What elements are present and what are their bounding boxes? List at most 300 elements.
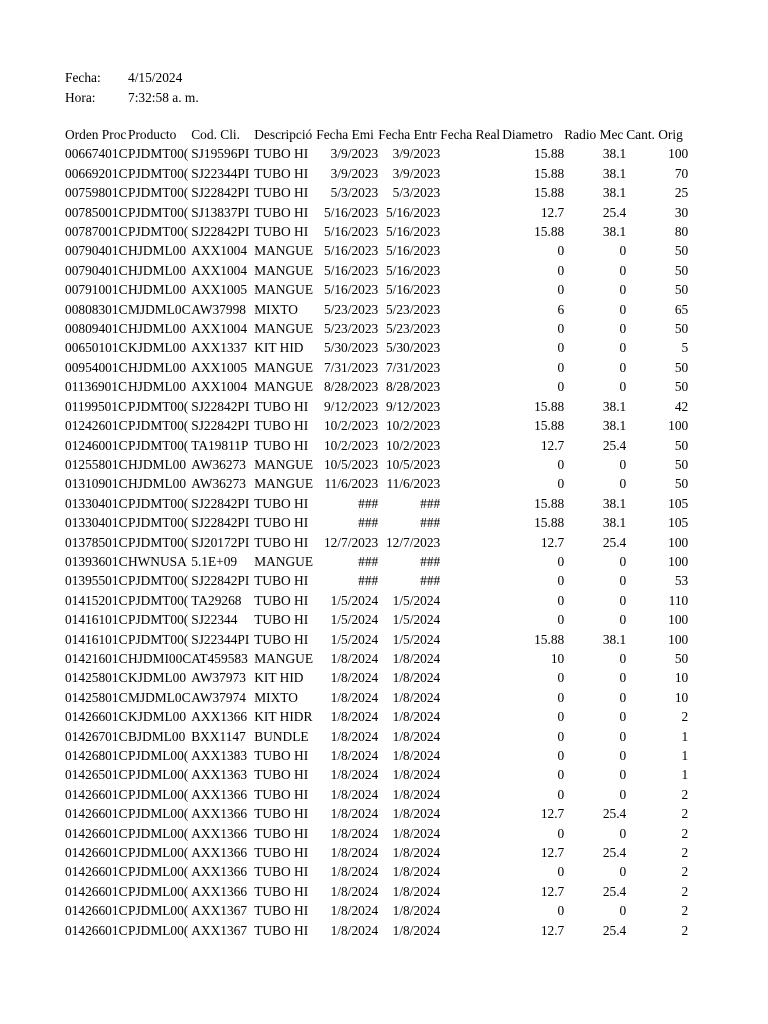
cell-fecha-real xyxy=(440,610,502,629)
cell-fecha-real xyxy=(440,416,502,435)
cell-fecha-entrega: 1/8/2024 xyxy=(392,728,441,744)
cell-fecha-real xyxy=(440,436,502,455)
cell-fecha-entrega: 5/30/2023 xyxy=(385,340,441,356)
cell-cod-cli: AXX1363 xyxy=(191,767,248,783)
cell-producto: PJDMT00( xyxy=(128,185,189,201)
table-row xyxy=(65,785,688,804)
table-row xyxy=(65,377,688,396)
cell-diametro: 15.88 xyxy=(534,495,565,511)
cell-descripcion: MANGUE xyxy=(254,379,314,395)
cell-orden-proc: 01395501C xyxy=(65,573,128,589)
cell-fecha-emision: 1/5/2024 xyxy=(330,592,379,608)
cell-radio-mec: 25.4 xyxy=(602,922,627,938)
cell-fecha-emision: 7/31/2023 xyxy=(323,359,379,375)
cell-descripcion: KIT HID xyxy=(254,670,304,686)
cell-fecha-emision: 1/8/2024 xyxy=(330,845,379,861)
table-row xyxy=(65,765,688,784)
cell-descripcion: MANGUE xyxy=(254,321,314,337)
table-row xyxy=(65,610,688,629)
cell-producto: MJDML0C xyxy=(128,689,191,705)
cell-orden-proc: 00669201C xyxy=(65,165,128,181)
cell-diametro: 15.88 xyxy=(534,185,565,201)
cell-descripcion: MANGUE xyxy=(254,476,314,492)
cell-descripcion: TUBO HI xyxy=(254,165,309,181)
cell-fecha-entrega: 1/8/2024 xyxy=(392,786,441,802)
cell-producto: PJDMT00( xyxy=(128,165,189,181)
cell-cant-orig: 50 xyxy=(674,476,689,492)
cell-cant-orig: 1 xyxy=(681,767,689,783)
cell-fecha-real xyxy=(440,571,502,590)
cell-orden-proc: 01242601C xyxy=(65,418,128,434)
cell-cant-orig: 2 xyxy=(681,786,689,802)
table-row xyxy=(65,630,688,649)
cell-fecha-emision: 1/8/2024 xyxy=(330,786,379,802)
cell-fecha-real xyxy=(440,765,502,784)
cell-radio-mec: 0 xyxy=(619,340,627,356)
cell-fecha-emision: 5/16/2023 xyxy=(323,204,379,220)
cell-orden-proc: 00809401C xyxy=(65,321,128,337)
cell-descripcion: TUBO HI xyxy=(254,883,309,899)
cell-producto: PJDMT00( xyxy=(128,534,189,550)
cell-fecha-entrega: 3/9/2023 xyxy=(392,146,441,162)
cell-fecha-entrega: 12/7/2023 xyxy=(385,534,441,550)
cell-fecha-emision: 1/8/2024 xyxy=(330,883,379,899)
cell-fecha-emision: 1/5/2024 xyxy=(330,631,379,647)
column-header-producto: Producto xyxy=(128,127,177,142)
cell-cant-orig: 2 xyxy=(681,845,689,861)
cell-orden-proc: 01425801C xyxy=(65,689,128,705)
cell-cant-orig: 50 xyxy=(674,262,689,278)
cell-fecha-entrega: 1/8/2024 xyxy=(392,650,441,666)
cell-cant-orig: 50 xyxy=(674,282,689,298)
cell-diametro: 0 xyxy=(557,689,565,705)
cell-descripcion: TUBO HI xyxy=(254,224,309,240)
cell-cod-cli: AXX1005 xyxy=(191,359,248,375)
cell-fecha-emision: 1/8/2024 xyxy=(330,728,379,744)
table-row xyxy=(65,261,688,280)
cell-diametro: 0 xyxy=(557,456,565,472)
cell-radio-mec: 25.4 xyxy=(602,534,627,550)
cell-diametro: 0 xyxy=(557,786,565,802)
cell-radio-mec: 0 xyxy=(619,456,627,472)
cell-orden-proc: 01426801C xyxy=(65,748,128,763)
cell-orden-proc: 01426601C xyxy=(65,709,128,725)
cell-diametro: 0 xyxy=(557,262,565,278)
cell-cod-cli: AT459583 xyxy=(191,650,248,666)
cell-descripcion: MIXTO xyxy=(254,689,298,705)
cell-fecha-real xyxy=(440,688,502,707)
table-row xyxy=(65,241,688,260)
cell-cant-orig: 25 xyxy=(674,185,689,201)
cell-fecha-emision: 11/6/2023 xyxy=(324,476,379,492)
table-row xyxy=(65,843,688,862)
cell-orden-proc: 01136901C xyxy=(65,379,127,395)
cell-producto: HJDML00 xyxy=(128,456,187,472)
table-row xyxy=(65,571,688,590)
cell-cant-orig: 50 xyxy=(674,456,689,472)
cell-cod-cli: SJ22842PI xyxy=(191,398,250,414)
cell-radio-mec: 38.1 xyxy=(602,165,627,181)
cell-diametro: 6 xyxy=(557,301,565,317)
cell-diametro: 0 xyxy=(557,321,565,337)
cell-fecha-emision: 12/7/2023 xyxy=(323,534,379,550)
cell-producto: HJDML00 xyxy=(128,243,187,259)
cell-orden-proc: 00759801C xyxy=(65,185,128,201)
cell-cod-cli: AXX1367 xyxy=(191,903,248,919)
cell-fecha-real xyxy=(440,533,502,552)
cell-descripcion: TUBO HI xyxy=(254,903,309,919)
cell-descripcion: TUBO HI xyxy=(254,573,309,589)
cell-radio-mec: 38.1 xyxy=(602,224,627,240)
cell-cod-cli: SJ13837PI xyxy=(191,204,250,220)
cell-producto: PJDMT00( xyxy=(128,592,189,608)
cell-orden-proc: 01425801C xyxy=(65,670,128,686)
cell-radio-mec: 0 xyxy=(619,359,627,375)
cell-diametro: 0 xyxy=(557,670,565,686)
cell-cod-cli: AXX1004 xyxy=(191,262,248,278)
cell-fecha-entrega: 1/8/2024 xyxy=(392,864,441,880)
cell-diametro: 0 xyxy=(557,379,565,395)
cell-diametro: 0 xyxy=(557,553,565,569)
cell-cant-orig: 53 xyxy=(674,573,689,589)
cell-cod-cli: SJ22842PI xyxy=(191,573,250,589)
cell-descripcion: TUBO HI xyxy=(254,825,309,841)
cell-cant-orig: 1 xyxy=(681,728,689,744)
cell-radio-mec: 38.1 xyxy=(602,146,627,162)
cell-fecha-emision: 1/8/2024 xyxy=(330,806,379,822)
cell-producto: PJDML00( xyxy=(128,903,189,919)
cell-cod-cli: AW37974 xyxy=(191,689,246,705)
cell-radio-mec: 0 xyxy=(619,262,627,278)
orders-table xyxy=(65,125,688,940)
time-label: Hora: xyxy=(65,90,96,105)
cell-descripcion: TUBO HI xyxy=(254,204,309,220)
cell-diametro: 0 xyxy=(557,864,565,880)
cell-producto: HJDML00 xyxy=(128,379,187,395)
cell-cant-orig: 50 xyxy=(674,359,689,375)
column-header-fecha-emision: Fecha Emi xyxy=(316,127,374,142)
table-row xyxy=(65,144,688,163)
cell-producto: PJDMT00( xyxy=(128,573,189,589)
cell-descripcion: MANGUE xyxy=(254,359,314,375)
cell-diametro: 15.88 xyxy=(534,398,565,414)
cell-descripcion: TUBO HI xyxy=(254,767,309,783)
cell-fecha-entrega: 5/3/2023 xyxy=(392,185,441,201)
table-row xyxy=(65,222,688,241)
table-row xyxy=(65,824,688,843)
cell-orden-proc: 01415201C xyxy=(65,592,128,608)
cell-fecha-emision: 8/28/2023 xyxy=(323,379,379,395)
cell-radio-mec: 0 xyxy=(619,321,627,337)
cell-fecha-entrega: 1/8/2024 xyxy=(392,806,441,822)
cell-orden-proc: 01416101C xyxy=(65,612,128,628)
cell-descripcion: MANGUE xyxy=(254,456,314,472)
table-row xyxy=(65,688,688,707)
cell-fecha-entrega: 9/12/2023 xyxy=(385,398,441,414)
cell-orden-proc: 01426601C xyxy=(65,883,128,899)
cell-orden-proc: 00785001C xyxy=(65,204,128,220)
cell-orden-proc: 00954001C xyxy=(65,359,128,375)
cell-fecha-emision: 1/8/2024 xyxy=(330,864,379,880)
cell-producto: PJDML00( xyxy=(128,806,189,822)
cell-cod-cli: SJ22842PI xyxy=(191,224,250,240)
cell-descripcion: TUBO HI xyxy=(254,631,309,647)
table-row xyxy=(65,436,688,455)
cell-diametro: 10 xyxy=(550,650,565,666)
cell-cant-orig: 100 xyxy=(668,612,689,628)
column-header-cant-orig: Cant. Orig xyxy=(626,127,683,142)
cell-orden-proc: 01426601C xyxy=(65,825,128,841)
cell-radio-mec: 38.1 xyxy=(602,631,627,647)
cell-descripcion: MANGUE xyxy=(254,262,314,278)
cell-fecha-real xyxy=(440,746,502,765)
cell-orden-proc: 00808301C xyxy=(65,301,128,317)
column-header-cod-cli: Cod. Cli. xyxy=(191,127,240,142)
cell-radio-mec: 0 xyxy=(619,728,627,744)
cell-fecha-entrega: 5/16/2023 xyxy=(385,204,441,220)
cell-cod-cli: SJ22842PI xyxy=(191,185,250,201)
cell-diametro: 0 xyxy=(557,476,565,492)
cell-cod-cli: BXX1147 xyxy=(191,728,246,744)
cell-diametro: 0 xyxy=(557,243,565,259)
cell-radio-mec: 0 xyxy=(619,301,627,317)
cell-radio-mec: 0 xyxy=(619,243,627,259)
cell-fecha-entrega: 1/8/2024 xyxy=(392,709,441,725)
table-row xyxy=(65,901,688,920)
cell-cant-orig: 2 xyxy=(681,883,689,899)
cell-cod-cli: SJ22344PI xyxy=(191,631,250,647)
cell-producto: PJDMT00( xyxy=(128,224,189,240)
table-row xyxy=(65,397,688,416)
table-row xyxy=(65,921,688,940)
cell-fecha-entrega: 1/8/2024 xyxy=(392,825,441,841)
table-row xyxy=(65,183,688,202)
cell-fecha-emision: 1/8/2024 xyxy=(330,650,379,666)
cell-fecha-entrega: 5/23/2023 xyxy=(385,321,441,337)
cell-fecha-real xyxy=(440,707,502,726)
cell-fecha-emision: 1/8/2024 xyxy=(330,689,379,705)
cell-orden-proc: 01421601C xyxy=(65,650,128,666)
cell-fecha-entrega: 5/16/2023 xyxy=(385,224,441,240)
cell-radio-mec: 25.4 xyxy=(602,806,627,822)
cell-fecha-emision: 3/9/2023 xyxy=(330,165,379,181)
cell-orden-proc: 01199501C xyxy=(65,398,127,414)
cell-diametro: 12.7 xyxy=(540,806,565,822)
cell-fecha-real xyxy=(440,455,502,474)
cell-diametro: 15.88 xyxy=(534,418,565,434)
cell-cant-orig: 105 xyxy=(668,495,689,511)
cell-fecha-entrega: ### xyxy=(420,495,441,511)
cell-descripcion: TUBO HI xyxy=(254,612,309,628)
cell-diametro: 0 xyxy=(557,592,565,608)
cell-radio-mec: 0 xyxy=(619,476,627,492)
cell-radio-mec: 25.4 xyxy=(602,204,627,220)
cell-diametro: 12.7 xyxy=(540,922,565,938)
date-value: 4/15/2024 xyxy=(128,70,183,85)
cell-descripcion: TUBO HI xyxy=(254,418,309,434)
cell-orden-proc: 00791001C xyxy=(65,282,128,298)
cell-radio-mec: 25.4 xyxy=(602,437,627,453)
cell-cant-orig: 100 xyxy=(668,631,689,647)
cell-cant-orig: 2 xyxy=(681,864,689,880)
table-row xyxy=(65,455,688,474)
cell-cant-orig: 2 xyxy=(681,903,689,919)
cell-cant-orig: 10 xyxy=(674,689,689,705)
cell-cant-orig: 50 xyxy=(674,321,689,337)
cell-fecha-real xyxy=(440,261,502,280)
cell-fecha-entrega: 10/2/2023 xyxy=(385,437,441,453)
table-row xyxy=(65,300,688,319)
table-row xyxy=(65,727,688,746)
cell-cant-orig: 80 xyxy=(674,224,689,240)
cell-fecha-entrega: 10/2/2023 xyxy=(385,418,441,434)
cell-fecha-entrega: 1/8/2024 xyxy=(392,883,441,899)
cell-fecha-real xyxy=(440,377,502,396)
table-row xyxy=(65,280,688,299)
cell-descripcion: TUBO HI xyxy=(254,495,309,511)
cell-fecha-real xyxy=(440,397,502,416)
cell-fecha-entrega: 5/16/2023 xyxy=(385,243,441,259)
cell-producto: PJDML00( xyxy=(128,883,189,899)
cell-orden-proc: 00787001C xyxy=(65,224,128,240)
cell-orden-proc: 01330401C xyxy=(65,495,128,511)
cell-cant-orig: 2 xyxy=(681,922,689,938)
cell-descripcion: TUBO HI xyxy=(254,806,309,822)
cell-diametro: 15.88 xyxy=(534,146,565,162)
table-body xyxy=(65,144,688,940)
table-row xyxy=(65,319,688,338)
cell-fecha-entrega: ### xyxy=(420,553,441,569)
cell-descripcion: BUNDLE xyxy=(254,728,309,744)
cell-diametro: 15.88 xyxy=(534,224,565,240)
cell-fecha-entrega: 11/6/2023 xyxy=(386,476,441,492)
cell-diametro: 0 xyxy=(557,825,565,841)
cell-orden-proc: 00790401C xyxy=(65,262,128,278)
cell-cant-orig: 1 xyxy=(681,748,689,763)
cell-producto: MJDML0C xyxy=(128,301,191,317)
cell-orden-proc: 01426601C xyxy=(65,845,128,861)
cell-fecha-real xyxy=(440,358,502,377)
cell-diametro: 0 xyxy=(557,359,565,375)
table-row xyxy=(65,804,688,823)
cell-fecha-real xyxy=(440,183,502,202)
cell-fecha-emision: 5/16/2023 xyxy=(323,224,379,240)
cell-radio-mec: 0 xyxy=(619,612,627,628)
table-row xyxy=(65,668,688,687)
cell-radio-mec: 0 xyxy=(619,825,627,841)
cell-producto: HJDML00 xyxy=(128,359,187,375)
cell-cant-orig: 50 xyxy=(674,437,689,453)
cell-orden-proc: 01426701C xyxy=(65,728,128,744)
table-row xyxy=(65,416,688,435)
cell-fecha-emision: 1/8/2024 xyxy=(330,903,379,919)
cell-fecha-emision: ### xyxy=(358,553,379,569)
cell-producto: HJDMI00C xyxy=(128,650,192,666)
table-row xyxy=(65,513,688,532)
table-row xyxy=(65,882,688,901)
cell-radio-mec: 0 xyxy=(619,592,627,608)
cell-producto: PJDML00( xyxy=(128,825,189,841)
cell-fecha-emision: 1/5/2024 xyxy=(330,612,379,628)
cell-producto: PJDMT00( xyxy=(128,146,189,162)
cell-orden-proc: 00790401C xyxy=(65,243,128,259)
cell-producto: PJDML00( xyxy=(128,786,189,802)
cell-cant-orig: 70 xyxy=(674,165,689,181)
cell-diametro: 0 xyxy=(557,709,565,725)
cell-cod-cli: AXX1005 xyxy=(191,282,248,298)
cell-radio-mec: 0 xyxy=(619,553,627,569)
cell-producto: PJDML00( xyxy=(128,845,189,861)
cell-descripcion: MIXTO xyxy=(254,301,298,317)
cell-fecha-real xyxy=(440,280,502,299)
cell-cod-cli: AXX1366 xyxy=(191,806,248,822)
column-header-diametro: Diametro xyxy=(502,127,553,142)
cell-fecha-real xyxy=(440,241,502,260)
cell-producto: PJDMT00( xyxy=(128,398,189,414)
cell-radio-mec: 0 xyxy=(619,379,627,395)
cell-fecha-entrega: 8/28/2023 xyxy=(385,379,441,395)
column-header-descripcion: Descripció xyxy=(254,127,313,142)
cell-radio-mec: 25.4 xyxy=(602,845,627,861)
table-row xyxy=(65,591,688,610)
cell-producto: PJDMT00( xyxy=(128,612,189,628)
cell-orden-proc: 01378501C xyxy=(65,534,128,550)
cell-fecha-emision: ### xyxy=(358,495,379,511)
cell-producto: PJDMT00( xyxy=(128,204,189,220)
cell-fecha-real xyxy=(440,824,502,843)
cell-producto: KJDML00 xyxy=(128,709,187,725)
cell-fecha-emision: 5/16/2023 xyxy=(323,262,379,278)
cell-descripcion: TUBO HI xyxy=(254,515,309,531)
cell-diametro: 15.88 xyxy=(534,515,565,531)
cell-fecha-entrega: 1/5/2024 xyxy=(392,592,441,608)
cell-fecha-emision: 5/16/2023 xyxy=(323,282,379,298)
cell-cod-cli: AXX1366 xyxy=(191,883,248,899)
cell-descripcion: TUBO HI xyxy=(254,845,309,861)
cell-producto: PJDMT00( xyxy=(128,631,189,647)
cell-cod-cli: AW36273 xyxy=(191,456,246,472)
cell-diametro: 15.88 xyxy=(534,631,565,647)
cell-producto: PJDML00( xyxy=(128,748,189,763)
cell-fecha-real xyxy=(440,843,502,862)
cell-producto: HJDML00 xyxy=(128,282,187,298)
cell-cant-orig: 105 xyxy=(668,515,689,531)
table-row xyxy=(65,552,688,571)
cell-cant-orig: 100 xyxy=(668,418,689,434)
cell-cod-cli: AXX1366 xyxy=(191,786,248,802)
cell-cod-cli: 5.1E+09 xyxy=(191,553,238,569)
table-row xyxy=(65,494,688,513)
cell-fecha-real xyxy=(440,552,502,571)
date-label: Fecha: xyxy=(65,70,101,85)
cell-cod-cli: AXX1366 xyxy=(191,709,248,725)
column-header-fecha-entrega: Fecha Entr xyxy=(378,127,437,142)
cell-diametro: 0 xyxy=(557,728,565,744)
cell-producto: PJDMT00( xyxy=(128,418,189,434)
cell-cod-cli: TA19811P xyxy=(191,437,249,453)
cell-fecha-emision: 1/8/2024 xyxy=(330,922,379,938)
table-row xyxy=(65,203,688,222)
cell-fecha-entrega: 1/8/2024 xyxy=(392,689,441,705)
cell-orden-proc: 01330401C xyxy=(65,515,128,531)
cell-orden-proc: 01310901C xyxy=(65,476,128,492)
cell-cant-orig: 100 xyxy=(668,146,689,162)
cell-radio-mec: 0 xyxy=(619,786,627,802)
cell-fecha-real xyxy=(440,203,502,222)
cell-cant-orig: 2 xyxy=(681,806,689,822)
time-value: 7:32:58 a. m. xyxy=(128,90,199,105)
cell-descripcion: MANGUE xyxy=(254,553,314,569)
